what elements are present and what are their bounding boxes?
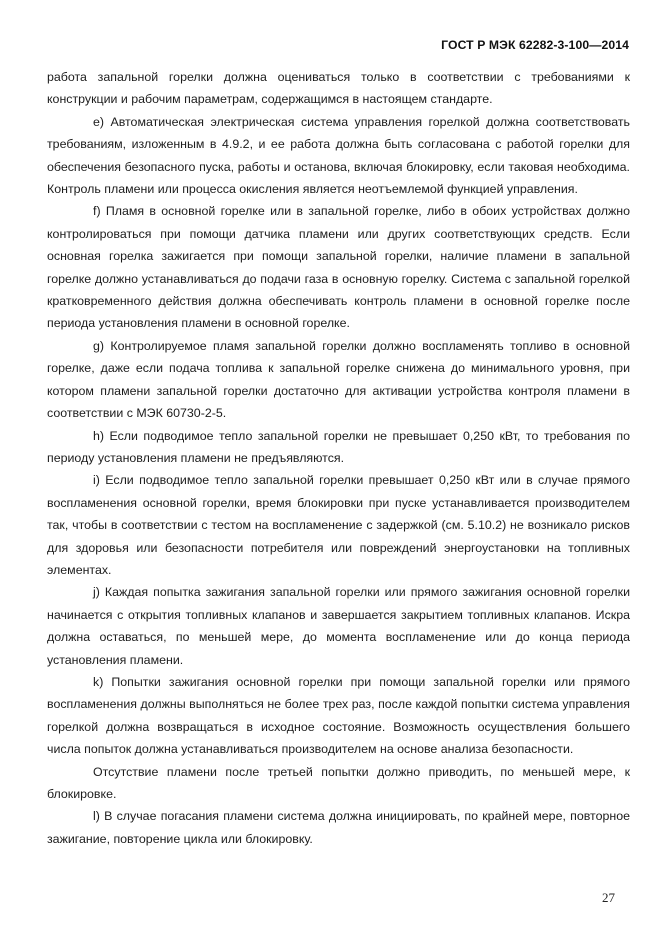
standard-header: ГОСТ Р МЭК 62282-3-100—2014 <box>441 38 629 52</box>
paragraph-item-k-note: Отсутствие пламени после третьей попытки должно приводить, по меньшей мере, к блокировке. <box>47 764 630 801</box>
paragraph-item-i: i) Если подводимое тепло запальной горелки превышает 0,250 кВт или в случае прямого воспламенения основной горелки, время блокировки при пуске устанавливается производителем так, чтобы в соответствии с тестом на воспламенение с задержкой (см. 5.10.2) не возникало рисков для здоровья или безопасности потребителя или повреждений энергоустановки на топливных элементах. <box>47 473 630 577</box>
paragraph-item-k: k) Попытки зажигания основной горелки при помощи запальной горелки или прямого воспламенения должны выполняться не более трех раз, после каждой попытки система управления горелкой должна возвращаться в исходное состояние. Возможность осуществления большего числа попыток должна устанавливаться производителем на основе анализа безопасности. <box>47 674 630 757</box>
paragraph-item-g: g) Контролируемое пламя запальной горелки должно воспламенять топливо в основной горелке, даже если подача топлива к запальной горелке снижена до минимального уровня, при котором пламени запальной горелки достаточно для активации устройства контроля пламени в соответствии с МЭК 60730-2-5. <box>47 338 630 421</box>
paragraph-item-l: l) В случае погасания пламени система должна инициировать, по крайней мере, повторное зажигание, повторение цикла или блокировку. <box>47 809 630 846</box>
paragraph-continuation: работа запальной горелки должна оцениваться только в соответствии с требованиями к конструкции и рабочим параметрам, содержащимся в настоящем стандарте. <box>47 70 630 107</box>
document-body <box>47 66 630 850</box>
paragraph-item-e: e) Автоматическая электрическая система управления горелкой должна соответствовать требованиям, изложенным в 4.9.2, и ее работа должна быть согласована с работой горелки для обеспечения безопасного пуска, работы и останова, включая блокировку, если таковая необходима. Контроль пламени или процесса окисления является неотъемлемой функцией управления. <box>47 114 630 197</box>
paragraph-item-f: f) Пламя в основной горелке или в запальной горелке, либо в обоих устройствах должно контролироваться при помощи датчика пламени или других соответствующих средств. Если основная горелка зажигается при помощи запальной горелки, наличие пламени в запальной горелке должно устанавливаться до подачи газа в основную горелку. Система с запальной горелкой кратковременного действия должна обеспечивать контроль пламени в основной горелке после периода установления пламени в основной горелке. <box>47 204 630 331</box>
paragraph-item-h: h) Если подводимое тепло запальной горелки не превышает 0,250 кВт, то требования по периоду установления пламени не предъявляются. <box>47 428 630 465</box>
paragraph-item-j: j) Каждая попытка зажигания запальной горелки или прямого зажигания основной горелки начинается с открытия топливных клапанов и завершается закрытием топливных клапанов. Искра должна оставаться, по меньшей мере, до момента воспламенение или до конца периода установления пламени. <box>47 585 630 667</box>
page-number: 27 <box>602 890 615 905</box>
